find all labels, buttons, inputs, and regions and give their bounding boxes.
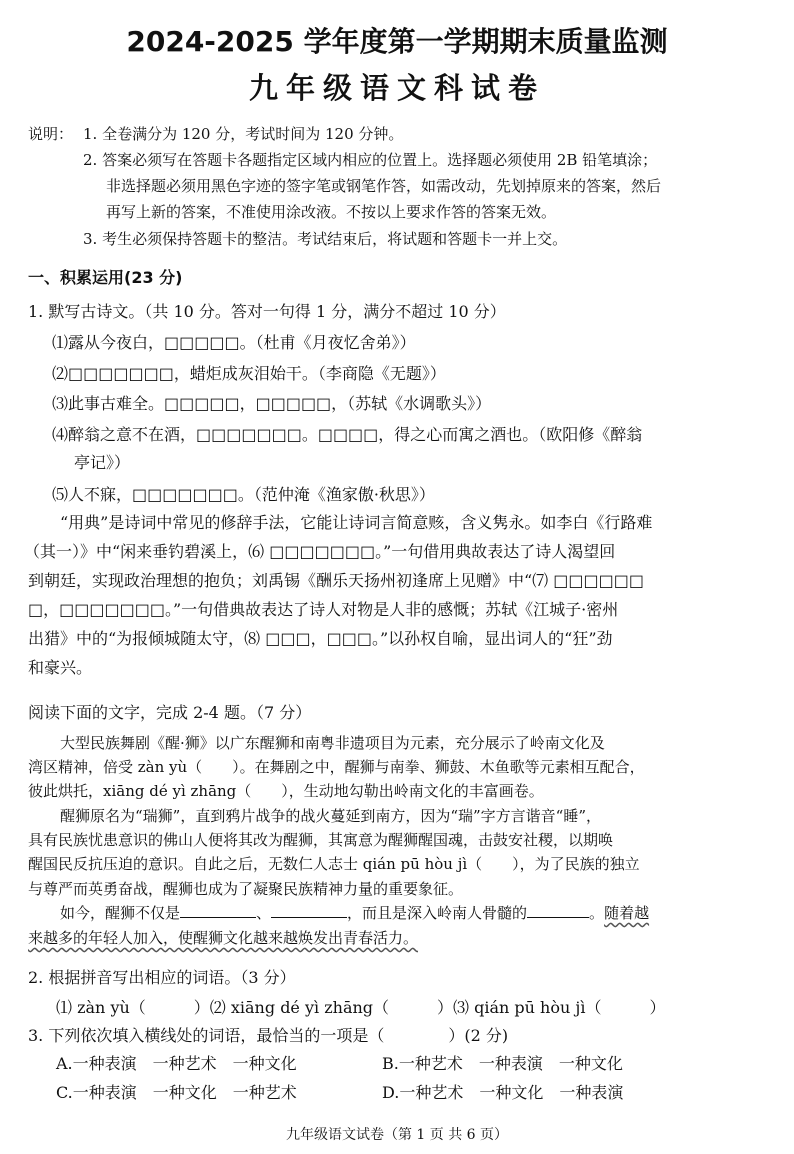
- question-2: 2. 根据拼音写出相应的词语。（3 分）: [28, 968, 296, 987]
- note-3: 3. 考生必须保持答题卡的整洁。考试结束后，将试题和答题卡一并上交。: [83, 230, 568, 248]
- allusion-para-6: 和豪兴。: [28, 658, 93, 677]
- q1-item-4-cont: 亭记》）: [74, 453, 131, 472]
- reading-line-9: 来越多的年轻人加入，使醒狮文化越来越焕发出青春活力。: [28, 929, 419, 947]
- allusion-para-1: “用典”是诗词中常见的修辞手法，它能让诗词言简意赅，含义隽永。如李白《行路难: [60, 513, 653, 532]
- option-c[interactable]: C.一种表演 一种文化 一种艺术: [56, 1083, 297, 1102]
- reading-line-8-b: 、: [256, 904, 272, 922]
- reading-line-8: [60, 903, 649, 923]
- reading-line-6: 醒国民反抗压迫的意识。自此之后，无数仁人志士 qián pū hòu jì（ ），为了民族的独立: [28, 855, 640, 873]
- q1-item-5: ⑸人不寐，□□□□□□□。（范仲淹《渔家傲·秋思》）: [52, 485, 435, 504]
- reading-line-2: 湾区精神，倍受 zàn yù（ ）。在舞剧之中，醒狮与南拳、狮鼓、木鱼歌等元素相互配合，: [28, 758, 645, 776]
- q1-item-2: ⑵□□□□□□□，蜡炬成灰泪始干。（李商隐《无题》）: [52, 364, 446, 383]
- reading-line-8-d: 。: [589, 904, 605, 922]
- reading-line-1: 大型民族舞剧《醒·狮》以广东醒狮和南粤非遗项目为元素，充分展示了岭南文化及: [60, 734, 605, 752]
- allusion-para-3: 到朝廷，实现政治理想的抱负；刘禹锡《酬乐天扬州初逢席上见赠》中“⑺ □□□□□□: [28, 571, 644, 590]
- reading-line-8-a: 如今，醒狮不仅是: [60, 904, 181, 922]
- reading-line-5: 具有民族忧患意识的佛山人便将其改为醒狮，其寓意为醒狮醒国魂，击鼓安社稷，以期唤: [28, 831, 614, 849]
- q1-item-3: ⑶此事古难全。□□□□□，□□□□□，（苏轼《水调歌头》）: [52, 394, 492, 413]
- fill-blank-1[interactable]: [180, 903, 256, 918]
- reading-line-8-e: 随着越: [604, 904, 650, 922]
- allusion-para-5: 出猎》中的“为报倾城随太守，⑻ □□□，□□□。”以孙权自喻，显出词人的“狂”劲: [28, 629, 613, 648]
- allusion-para-4: □，□□□□□□□。”一句借典故表达了诗人对物是人非的感慨；苏轼《江城子·密州: [28, 600, 619, 619]
- q1-item-1: ⑴露从今夜白，□□□□□。（杜甫《月夜忆舍弟》）: [52, 333, 416, 352]
- reading-line-3: 彼此烘托，xiāng dé yì zhāng（ ），生动地勾勒出岭南文化的丰富画卷。: [28, 782, 544, 800]
- note-1: 1. 全卷满分为 120 分，考试时间为 120 分钟。: [83, 125, 404, 143]
- section-heading: 一、积累运用(23 分): [28, 268, 183, 287]
- allusion-para-2: （其一）》中“闲来垂钓碧溪上，⑹ □□□□□□□。”一句借用典故表达了诗人渴望回: [24, 542, 616, 561]
- note-2a: 2. 答案必须写在答题卡各题指定区域内相应的位置上。选择题必须使用 2B 铅笔填涂；: [83, 151, 658, 169]
- notes-label: 说明：: [28, 125, 74, 143]
- exam-title: 2024-2025 学年度第一学期期末质量监测: [126, 25, 668, 58]
- question-1: 1. 默写古诗文。（共 10 分。答对一句得 1 分，满分不超过 10 分）: [28, 302, 506, 321]
- fill-blank-2[interactable]: [271, 903, 347, 918]
- fill-blank-3[interactable]: [527, 903, 589, 918]
- question-2-options: ⑴ zàn yù（ ）⑵ xiāng dé yì zhāng（ ）⑶ qián pū hòu jì（ ）: [56, 998, 666, 1017]
- note-2b: 非选择题必须用黑色字迹的签字笔或钢笔作答，如需改动，先划掉原来的答案，然后: [106, 177, 662, 195]
- option-d[interactable]: D.一种艺术 一种文化 一种表演: [382, 1083, 624, 1102]
- exam-subtitle: 九年级语文科试卷: [248, 71, 545, 105]
- option-a[interactable]: A.一种表演 一种艺术 一种文化: [56, 1054, 297, 1073]
- note-2c: 再写上新的答案，不准使用涂改液。不按以上要求作答的答案无效。: [106, 203, 557, 221]
- page-footer: 九年级语文试卷（第 1 页 共 6 页）: [285, 1127, 509, 1143]
- reading-intro: 阅读下面的文字，完成 2-4 题。（7 分）: [28, 703, 312, 722]
- question-3: 3. 下列依次填入横线处的词语，最恰当的一项是（ ）(2 分): [28, 1026, 509, 1045]
- q1-item-4: ⑷醉翁之意不在酒，□□□□□□□。□□□□，得之心而寓之酒也。（欧阳修《醉翁: [52, 425, 643, 444]
- reading-line-7: 与尊严而英勇奋战，醒狮也成为了凝聚民族精神力量的重要象征。: [28, 880, 464, 898]
- reading-line-4: 醒狮原名为“瑞狮”，直到鸦片战争的战火蔓延到南方，因为“瑞”字方言谐音“睡”，: [60, 807, 602, 825]
- reading-line-8-c: ，而且是深入岭南人骨髓的: [347, 904, 528, 922]
- option-b[interactable]: B.一种艺术 一种表演 一种文化: [382, 1054, 623, 1073]
